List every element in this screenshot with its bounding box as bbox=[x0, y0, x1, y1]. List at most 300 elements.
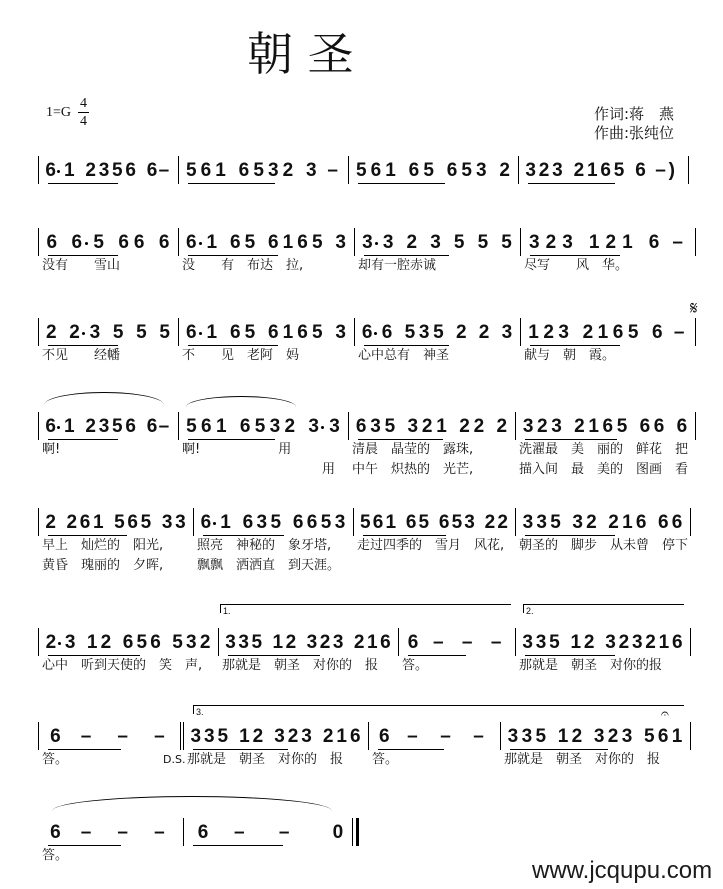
volta-number-3: 3. bbox=[196, 707, 204, 717]
note: 5 bbox=[251, 632, 263, 653]
note: 3 bbox=[382, 232, 394, 253]
note: 2 bbox=[406, 232, 418, 253]
sustain-dash: – bbox=[327, 160, 338, 181]
note: 3 bbox=[203, 726, 215, 747]
barline bbox=[690, 722, 691, 750]
note: 6 bbox=[361, 322, 373, 343]
sustain-dash: – bbox=[473, 726, 484, 747]
barline bbox=[38, 722, 39, 750]
note: 3 bbox=[507, 726, 519, 747]
note: 5 bbox=[433, 322, 444, 343]
note: 1 bbox=[86, 632, 98, 653]
note: 6 bbox=[600, 160, 611, 181]
note: 6 bbox=[408, 160, 420, 181]
barline bbox=[398, 628, 399, 656]
ds-marker: D.S. bbox=[163, 753, 186, 766]
note: 5 bbox=[451, 512, 463, 533]
note: 3 bbox=[190, 726, 202, 747]
note: 2 bbox=[499, 160, 510, 181]
note: 5 bbox=[254, 416, 266, 437]
lyric-second-verse: 飘飘 洒洒直 到天涯。 bbox=[197, 558, 341, 573]
note: 3 bbox=[238, 632, 249, 653]
lyric: 不 见 老阿 妈 bbox=[182, 348, 300, 363]
lyric: 那就是 朝圣 对你的 报 bbox=[222, 658, 379, 673]
note: 3 bbox=[89, 322, 101, 343]
note: 6 bbox=[446, 160, 458, 181]
note: 3 bbox=[370, 416, 381, 437]
barline bbox=[38, 628, 39, 656]
note: 6 bbox=[45, 416, 56, 437]
barline bbox=[183, 818, 184, 846]
lyric: 没 有 布达 拉, bbox=[182, 258, 304, 273]
note: 6 bbox=[370, 160, 382, 181]
note: 2 bbox=[69, 322, 80, 343]
note: 3 bbox=[334, 512, 346, 533]
volta-number-2: 2. bbox=[526, 606, 534, 616]
note: 1 bbox=[385, 160, 396, 181]
note: 5 bbox=[550, 512, 561, 533]
beam-underline bbox=[48, 535, 127, 536]
note: 6 bbox=[201, 416, 212, 437]
note: 2 bbox=[45, 322, 57, 343]
note: 5 bbox=[114, 512, 125, 533]
note: 3 bbox=[551, 416, 562, 437]
lyric: 啊! bbox=[42, 442, 61, 457]
barline bbox=[193, 508, 194, 536]
note: 1 bbox=[239, 726, 250, 747]
note: 3 bbox=[558, 322, 569, 343]
note: 5 bbox=[112, 160, 123, 181]
note: 6 bbox=[146, 416, 158, 437]
lyric-second-verse: 用 bbox=[322, 462, 336, 477]
note: 3 bbox=[306, 632, 318, 653]
note: 5 bbox=[311, 322, 323, 343]
note: 5 bbox=[384, 416, 396, 437]
beam-underline bbox=[358, 439, 443, 440]
note: 6 bbox=[297, 322, 308, 343]
note: 3 bbox=[605, 632, 616, 653]
lyric: 心中 听到天使的 笑 声, bbox=[42, 658, 203, 673]
sustain-dash: – bbox=[490, 632, 502, 653]
sustain-dash: – bbox=[432, 632, 444, 653]
note: 3 bbox=[301, 726, 312, 747]
note: 5 bbox=[549, 632, 560, 653]
lyricist-credit: 作词:蒋 燕 bbox=[594, 105, 675, 123]
note: 6 bbox=[238, 160, 250, 181]
note: 5 bbox=[140, 512, 152, 533]
note: 1 bbox=[658, 632, 670, 653]
note: 6 bbox=[50, 822, 61, 843]
lyric-second-verse: 黄昏 瑰丽的 夕晖, bbox=[42, 558, 164, 573]
note: 3 bbox=[522, 632, 533, 653]
note: 6 bbox=[186, 232, 197, 253]
note: 6 bbox=[125, 160, 136, 181]
note: 1 bbox=[597, 322, 609, 343]
note: 1 bbox=[64, 416, 75, 437]
note: 6 bbox=[438, 512, 450, 533]
note: 6 bbox=[268, 232, 279, 253]
beam-underline bbox=[193, 749, 288, 750]
note: 1 bbox=[528, 322, 539, 343]
beam-underline bbox=[364, 255, 449, 256]
lyric-second-verse: 中午 炽热的 光芒, bbox=[352, 462, 474, 477]
watermark-text: www.jcqupu.com bbox=[532, 857, 713, 884]
note: 6 bbox=[297, 232, 308, 253]
lyric: 那就是 朝圣 对你的报 bbox=[519, 658, 663, 673]
note: 3 bbox=[335, 232, 346, 253]
note: 3 bbox=[631, 632, 643, 653]
note: 3 bbox=[332, 632, 344, 653]
note: 3 bbox=[98, 416, 110, 437]
note: 2 bbox=[618, 632, 630, 653]
note: 6 bbox=[652, 322, 663, 343]
barline bbox=[515, 508, 516, 536]
note: 6 bbox=[71, 232, 83, 253]
sustain-dash: – bbox=[278, 822, 290, 843]
note: 3 bbox=[529, 232, 540, 253]
note: 1 bbox=[570, 632, 582, 653]
note: 6 bbox=[122, 632, 134, 653]
note: 3 bbox=[572, 512, 583, 533]
note: 6 bbox=[45, 160, 56, 181]
note: 1 bbox=[282, 322, 294, 343]
note: 5 bbox=[217, 726, 229, 747]
tie-long bbox=[186, 396, 296, 407]
volta-bracket-3 bbox=[193, 705, 684, 714]
barline bbox=[518, 156, 519, 184]
note: 1 bbox=[671, 726, 683, 747]
note: 2 bbox=[543, 322, 554, 343]
sustain-dash: – bbox=[655, 160, 666, 181]
note: 6 bbox=[46, 232, 58, 253]
time-signature-bottom: 4 bbox=[80, 114, 87, 129]
beam-underline bbox=[363, 535, 446, 536]
note: 5 bbox=[461, 160, 472, 181]
barline bbox=[38, 228, 39, 256]
note: 3 bbox=[536, 512, 547, 533]
note: 6 bbox=[676, 416, 688, 437]
note: 1 bbox=[215, 160, 226, 181]
note: 5 bbox=[616, 416, 628, 437]
beam-underline bbox=[48, 255, 118, 256]
volta-bracket-2 bbox=[523, 604, 684, 613]
note: 3 bbox=[161, 512, 173, 533]
note: 3 bbox=[267, 160, 279, 181]
note: 1 bbox=[557, 726, 569, 747]
note: 6 bbox=[306, 512, 318, 533]
note: 5 bbox=[311, 232, 323, 253]
note: 2 bbox=[459, 416, 470, 437]
note: 2 bbox=[45, 512, 56, 533]
note: 1 bbox=[215, 416, 227, 437]
tie-long bbox=[52, 796, 332, 811]
note: 5 bbox=[501, 232, 512, 253]
note: 6 bbox=[268, 322, 279, 343]
lyric: 清晨 晶莹的 露珠, bbox=[352, 442, 474, 457]
note: 6 bbox=[127, 512, 138, 533]
note: 6 bbox=[50, 726, 61, 747]
lyric: 那就是 朝圣 对你的 报 bbox=[187, 752, 344, 767]
note: 6 bbox=[186, 322, 197, 343]
lyric: 朝圣的 脚步 从未曾 停下 bbox=[519, 538, 689, 553]
note: 6 bbox=[671, 512, 683, 533]
lyric: 答。 bbox=[402, 658, 429, 673]
note: 6 bbox=[635, 512, 647, 533]
note: 1 bbox=[206, 322, 218, 343]
lyric: 却有一腔赤诚 bbox=[358, 258, 437, 273]
note: 5 bbox=[253, 160, 264, 181]
note: 3 bbox=[418, 322, 430, 343]
note: 5 bbox=[244, 232, 256, 253]
note: 2 bbox=[571, 726, 583, 747]
beam-underline bbox=[48, 749, 121, 750]
beam-underline bbox=[530, 255, 620, 256]
volta-number-1: 1. bbox=[223, 606, 231, 616]
note: 2 bbox=[497, 512, 508, 533]
note: 2 bbox=[287, 726, 299, 747]
note: 2 bbox=[586, 512, 597, 533]
note: 2 bbox=[473, 416, 485, 437]
beam-underline bbox=[188, 183, 275, 184]
note: 2 bbox=[455, 322, 467, 343]
note: 6 bbox=[125, 416, 136, 437]
note: 6 bbox=[657, 726, 669, 747]
note: 1 bbox=[336, 726, 347, 747]
note: 2 bbox=[478, 322, 490, 343]
note: 5 bbox=[360, 512, 371, 533]
note: 6 bbox=[602, 416, 614, 437]
note: 2 bbox=[545, 232, 557, 253]
note: 6 bbox=[229, 322, 241, 343]
note: 2 bbox=[284, 416, 296, 437]
beam-underline bbox=[364, 345, 449, 346]
note: 6 bbox=[381, 322, 393, 343]
note: 3 bbox=[501, 322, 513, 343]
double-barline bbox=[180, 722, 181, 750]
note: 6 bbox=[407, 632, 419, 653]
note: 5 bbox=[172, 632, 183, 653]
final-barline-thick bbox=[356, 818, 359, 846]
beam-underline bbox=[203, 535, 284, 536]
note: 2 bbox=[421, 416, 433, 437]
note: 5 bbox=[244, 322, 256, 343]
sustain-dash: – bbox=[673, 322, 685, 343]
note: 1 bbox=[622, 232, 633, 253]
note: 1 bbox=[385, 512, 397, 533]
note: 6 bbox=[657, 512, 669, 533]
beam-underline bbox=[188, 439, 275, 440]
final-barline-thin bbox=[352, 818, 353, 846]
note: 3 bbox=[464, 512, 475, 533]
barline bbox=[38, 318, 39, 346]
note: 3 bbox=[335, 322, 346, 343]
note: 5 bbox=[613, 160, 625, 181]
note: 6 bbox=[379, 726, 390, 747]
note: 1 bbox=[64, 160, 75, 181]
note: 3 bbox=[535, 632, 547, 653]
fermata-symbol: 𝄐 bbox=[661, 706, 669, 722]
note: 5 bbox=[356, 160, 367, 181]
note: 5 bbox=[320, 512, 332, 533]
note: 3 bbox=[430, 232, 441, 253]
note: 2 bbox=[353, 632, 365, 653]
note: 3 bbox=[525, 160, 536, 181]
note: 6 bbox=[349, 726, 361, 747]
note: 6 bbox=[405, 512, 417, 533]
lyric: 尽写 风 华。 bbox=[524, 258, 629, 273]
beam-underline bbox=[188, 255, 278, 256]
note: 5 bbox=[136, 632, 148, 653]
beam-underline bbox=[525, 439, 617, 440]
lyric: 不见 经幡 bbox=[42, 348, 121, 363]
note: 6 bbox=[79, 512, 91, 533]
paren: ) bbox=[668, 160, 675, 181]
note: 5 bbox=[423, 160, 434, 181]
note: 5 bbox=[418, 512, 430, 533]
barline bbox=[183, 722, 184, 750]
note: 6 bbox=[200, 160, 212, 181]
note: 2 bbox=[85, 416, 96, 437]
barline bbox=[178, 228, 179, 256]
beam-underline bbox=[525, 535, 615, 536]
note: 2 bbox=[319, 632, 331, 653]
barline bbox=[348, 412, 349, 440]
barline bbox=[690, 508, 691, 536]
note: 3 bbox=[562, 232, 573, 253]
beam-underline bbox=[188, 345, 278, 346]
note: 2 bbox=[574, 416, 585, 437]
note: 1 bbox=[272, 632, 284, 653]
note: 3 bbox=[305, 160, 317, 181]
note: 5 bbox=[453, 232, 465, 253]
barline bbox=[690, 628, 691, 656]
sustain-dash: – bbox=[440, 726, 451, 747]
sustain-dash: – bbox=[461, 632, 473, 653]
barline bbox=[500, 722, 501, 750]
note: 6 bbox=[118, 232, 129, 253]
note: 6 bbox=[133, 232, 145, 253]
note: 2 bbox=[285, 632, 297, 653]
barline bbox=[354, 318, 355, 346]
note: 5 bbox=[93, 232, 104, 253]
sustain-dash: – bbox=[158, 160, 170, 181]
note: 6 bbox=[146, 160, 158, 181]
note: 5 bbox=[270, 512, 282, 533]
note: 5 bbox=[159, 322, 170, 343]
song-title: 朝 圣 bbox=[247, 27, 354, 81]
note: 6 bbox=[612, 322, 624, 343]
barline bbox=[353, 508, 354, 536]
beam-underline bbox=[525, 655, 615, 656]
note: 5 bbox=[186, 416, 197, 437]
note: 1 bbox=[367, 632, 378, 653]
barline bbox=[695, 318, 696, 346]
beam-underline bbox=[228, 655, 320, 656]
note: 2 bbox=[322, 726, 334, 747]
note: 3 bbox=[407, 416, 419, 437]
note: 6 bbox=[200, 512, 212, 533]
note: 2 bbox=[496, 416, 508, 437]
lyric-second-verse: 描入间 最 美的 图画 看 bbox=[519, 462, 689, 477]
note: 2 bbox=[100, 632, 112, 653]
barline bbox=[38, 508, 39, 536]
note: 6 bbox=[635, 160, 646, 181]
note: 5 bbox=[112, 416, 123, 437]
note: 6 bbox=[150, 632, 161, 653]
beam-underline bbox=[510, 749, 608, 750]
note: 6 bbox=[672, 632, 683, 653]
lyric: 走过四季的 雪月 风花, bbox=[357, 538, 505, 553]
note: 3 bbox=[475, 160, 487, 181]
tie-long bbox=[44, 392, 164, 405]
note: 0 bbox=[332, 822, 344, 843]
note: 3 bbox=[329, 416, 340, 437]
note: 3 bbox=[621, 726, 633, 747]
note: 3 bbox=[186, 632, 197, 653]
note: 5 bbox=[136, 322, 147, 343]
barline bbox=[695, 228, 696, 256]
composer-credit: 作曲:张纯位 bbox=[594, 124, 675, 142]
barline bbox=[218, 628, 219, 656]
note: 1 bbox=[282, 232, 294, 253]
barline bbox=[348, 156, 349, 184]
note: 2 bbox=[583, 632, 595, 653]
note: 3 bbox=[269, 416, 281, 437]
note: 6 bbox=[648, 232, 660, 253]
lyric: 没有 雪山 bbox=[42, 258, 121, 273]
note: 3 bbox=[521, 726, 533, 747]
note: 3 bbox=[98, 160, 110, 181]
note: 1 bbox=[622, 512, 633, 533]
barline bbox=[178, 318, 179, 346]
note: 2 bbox=[66, 512, 78, 533]
note: 3 bbox=[552, 160, 563, 181]
note: 6 bbox=[158, 232, 170, 253]
beam-underline bbox=[408, 655, 466, 656]
sustain-dash: – bbox=[80, 726, 92, 747]
lyric: 答。 bbox=[42, 848, 69, 863]
note: 1 bbox=[206, 232, 218, 253]
barline bbox=[515, 628, 516, 656]
lyric: 答。 bbox=[372, 752, 399, 767]
sustain-dash: – bbox=[407, 726, 418, 747]
note: 2 bbox=[199, 632, 211, 653]
note: 2 bbox=[538, 160, 550, 181]
note: 3 bbox=[64, 632, 76, 653]
beam-underline bbox=[48, 845, 121, 846]
barline bbox=[38, 156, 39, 184]
note: 6 bbox=[653, 416, 665, 437]
barline bbox=[354, 228, 355, 256]
lyric: 早上 灿烂的 阳光, bbox=[42, 538, 164, 553]
beam-underline bbox=[378, 749, 444, 750]
barline bbox=[368, 722, 369, 750]
note: 1 bbox=[220, 512, 231, 533]
note: 2 bbox=[573, 160, 585, 181]
note: 6 bbox=[355, 416, 367, 437]
note: 3 bbox=[256, 512, 268, 533]
sustain-dash: – bbox=[233, 822, 245, 843]
note: 1 bbox=[92, 512, 104, 533]
note: 6 bbox=[239, 416, 251, 437]
beam-underline bbox=[48, 183, 118, 184]
barline bbox=[515, 412, 516, 440]
note: 2 bbox=[282, 160, 294, 181]
barline bbox=[178, 156, 179, 184]
rhythm-dot bbox=[85, 242, 88, 245]
note: 5 bbox=[112, 322, 124, 343]
lyric: 心中总有 神圣 bbox=[358, 348, 450, 363]
